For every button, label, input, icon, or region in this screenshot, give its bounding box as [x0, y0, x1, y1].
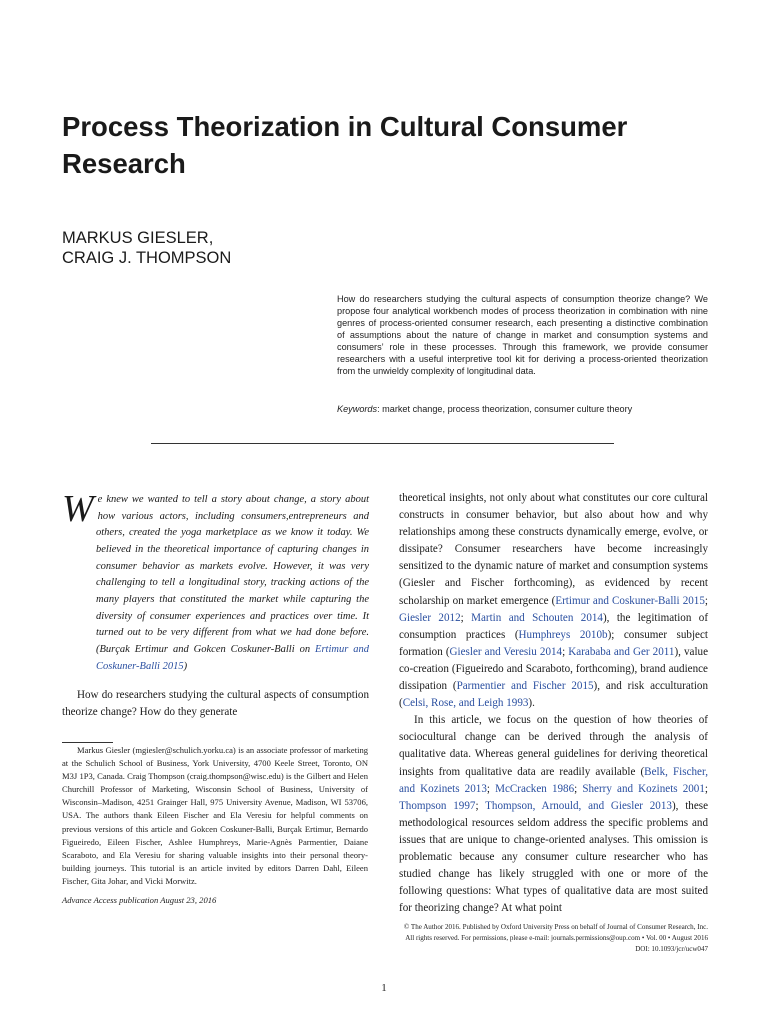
- body-text-run: ;: [574, 782, 583, 795]
- citation-link[interactable]: Humphreys 2010b: [518, 628, 608, 641]
- footnote-divider: [62, 742, 113, 743]
- body-text-run: ), the legitimation of consumption practices (: [399, 611, 709, 641]
- body-paragraph-right-1: [399, 490, 708, 712]
- citation-link[interactable]: Thompson 1997: [399, 799, 476, 812]
- citation-link[interactable]: Martin and Schouten 2014: [471, 611, 603, 624]
- citation-link[interactable]: Karababa and Ger 2011: [568, 645, 675, 658]
- right-column: [399, 490, 708, 917]
- copyright-block: [300, 922, 708, 956]
- epigraph-close: ): [183, 660, 188, 672]
- citation-link[interactable]: Ertimur and Coskuner-Balli 2015: [555, 594, 705, 607]
- citation-link[interactable]: Belk, Fischer, and Kozinets 2013: [399, 765, 708, 795]
- body-text-run: ), and risk acculturation (: [399, 680, 709, 710]
- author-list: [62, 228, 231, 268]
- epigraph-text: e knew we wanted to tell a story about change, a story about how various actors, including consumers,entrepreneurs and others, created the yoga marketplace as we know it today. We believed in the theoretical importance of capturing changes in consumer behavior as markets evolve. However, it was very challenging to tell a longitudinal story, tracking actions of the many players that constituted the market while capturing the diversity of consumer experiences and practices over time. It turned out to be very different from what we had done before. (Burçak Ertimur and Gokcen Coskuner-Balli on: [96, 494, 369, 655]
- doi-line: DOI: 10.1093/jcr/ucw047: [635, 945, 708, 954]
- body-paragraph-right-2: [399, 712, 708, 917]
- body-text-run: ), these methodological resources seldom address the specific problems and issues that are unique to change-oriented analyses. This omission is problematic because any consumer culture researcher who has studied change has likely struggled with one or more of the following questions: What types of qualitative data are most suited for theorizing change? At what point: [399, 799, 709, 915]
- body-text-run: In this article, we focus on the question of how theories of sociocultural change can be derived through the analysis of qualitative data. Whereas general guidelines for deriving theoretical insights from qualitative data are readily available (: [399, 714, 708, 778]
- citation-link[interactable]: Giesler 2012: [399, 611, 461, 624]
- body-text-run: ;: [704, 782, 708, 795]
- copyright-line-1: © The Author 2016. Published by Oxford University Press on behalf of Journal of Consumer Research, Inc.: [403, 923, 708, 931]
- citation-link[interactable]: Giesler and Veresiu 2014: [449, 645, 563, 658]
- author-1: MARKUS GIESLER,: [62, 229, 214, 247]
- abstract: How do researchers studying the cultural aspects of consumption theorize change? We propose four analytical workbench modes of process theorization in combination with nine genres of process-oriented consumer research, each presenting a distinctive combination of assumptions about the nature of change in market and consumption systems and consumers’ role in these processes. Through this framework, we provide consumer researchers with a useful interpretive tool kit for deriving a process-oriented theorization from the unwieldy complexity of longitudinal data.: [337, 294, 708, 376]
- author-footnote: Markus Giesler (mgiesler@schulich.yorku.ca) is an associate professor of marketing at the Schulich School of Business, York University, 4700 Keele Street, Toronto, ON M3J 1P3, Canada. Craig Thompson (craig.thompson@wisc.edu) is the Gilbert and Helen Churchill Professor of Marketing, Wisconsin School of Business, University of Wisconsin–Madison, 4251 Grainger Hall, 975 University Avenue, Madison, WI 53706, USA. The authors thank Eileen Fischer and Ela Veresiu for helpful comments on previous versions of this article and Gokcen Coskuner-Balli, Burçak Ertimur, Bernardo Figueiredo, Eileen Fischer, Ashlee Humphreys, Marie-Agnès Parmentier, Daiane Scaraboto, and Ela Veresiu for sharing valuable insights into their personal theory-building journeys. This tutorial is an article invited by editors Darren Dahl, Eileen Fischer, Gita Johar, and Vicki Morwitz.: [62, 745, 368, 886]
- citation-link[interactable]: Parmentier and Fischer 2015: [456, 680, 594, 693]
- body-text-run: ;: [475, 799, 486, 812]
- citation-link[interactable]: Thompson, Arnould, and Giesler 2013: [485, 799, 672, 812]
- citation-link[interactable]: McCracken 1986: [495, 782, 575, 795]
- citation-link[interactable]: Sherry and Kozinets 2001: [582, 782, 705, 795]
- body-text-run: ;: [704, 594, 708, 607]
- article-title: Process Theorization in Cultural Consumer Research: [62, 111, 628, 179]
- epigraph-citation-link[interactable]: Ertimur and Coskuner-Balli 2015: [96, 643, 369, 672]
- keywords: [337, 403, 717, 415]
- author-2: CRAIG J. THOMPSON: [62, 249, 232, 267]
- keywords-label: Keywords: [337, 404, 378, 414]
- left-column: [62, 488, 369, 721]
- advance-access-note: Advance Access publication August 23, 2016: [62, 895, 217, 905]
- copyright-line-2: All rights reserved. For permissions, please e-mail: journals.permissions@oup.com • Vol. 00 • August 2016: [405, 934, 708, 943]
- body-text-run: ).: [528, 697, 535, 710]
- keywords-text: : market change, process theorization, consumer culture theory: [377, 404, 633, 414]
- section-divider: [151, 443, 614, 444]
- body-paragraph-left: How do researchers studying the cultural aspects of consumption theorize change? How do they generate: [62, 689, 369, 719]
- body-text-run: ); consumer subject formation (: [399, 628, 708, 658]
- page-number: 1: [381, 982, 387, 994]
- body-text-run: ;: [562, 645, 569, 658]
- dropcap-letter: W: [62, 488, 94, 530]
- body-text-run: ;: [486, 782, 496, 795]
- epigraph-quote: [62, 488, 369, 675]
- body-text-run: ;: [460, 611, 472, 624]
- body-text-run: theoretical insights, not only about what constitutes our core cultural constructs in consumer behavior, but also about how and why relationships among these constructs dynamically emerge, evolve, or dissipate? Consumer researchers have become increasingly sensitized to the dynamic nature of market and consumption systems (Giesler and Fischer forthcoming), as evidenced by recent scholarship on market emergence (: [399, 492, 708, 607]
- citation-link[interactable]: Celsi, Rose, and Leigh 1993: [402, 697, 529, 710]
- body-text-run: ), value co-creation (Figueiredo and Scaraboto, forthcoming), brand audience dissipation (: [399, 645, 709, 693]
